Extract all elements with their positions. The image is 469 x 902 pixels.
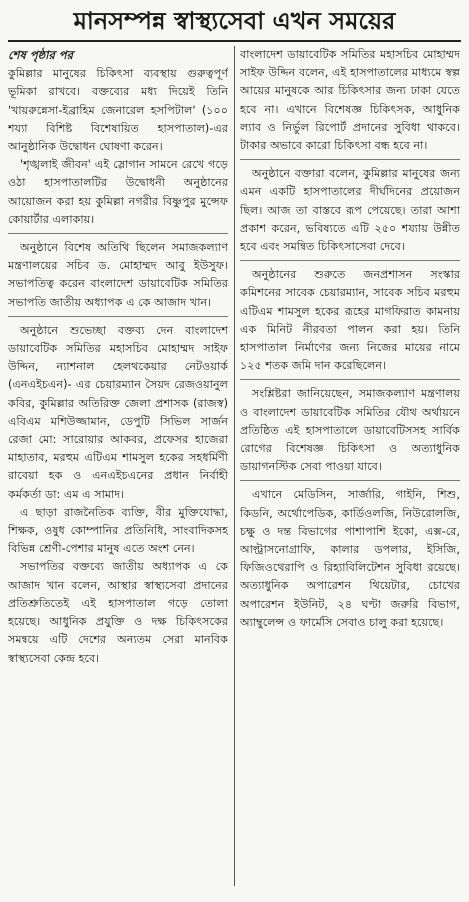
paragraph: সংশ্লিষ্টরা জানিয়েছেন, সমাজকল্যাণ মন্ত্রণালয় ও বাংলাদেশ ডায়াবেটিক সমিতির যৌথ অর্থায়নে প্রতিষ্ঠিত এই হাসপাতালে ডায়াবেটিসসহ সার্বিক রোগের বিশেষজ্ঞ চিকিৎসা ও অত্যাধুনিক ডায়াগনস্টিক সেবা পাওয়া যাবে। <box>240 387 460 474</box>
paragraph: এ ছাড়া রাজনৈতিক ব্যক্তি, বীর মুক্তিযোদ্ধা, শিক্ষক, ওষুধ কোম্পানির প্রতিনিধি, সাংবাদিকসহ বিভিন্ন শ্রেণী-পেশার মানুষ এতে অংশ নেন। <box>8 505 228 556</box>
headline-rule <box>8 40 461 42</box>
headline: মানসম্পন্ন স্বাস্থ্যসেবা এখন সময়ের <box>73 7 396 35</box>
paragraph: অনুষ্ঠানের শুরুতে জনপ্রশাসন সংস্কার কমিশনের সাবেক চেয়ারম্যান, সাবেক সচিব মরহুম এটিএম শামসুল হকের রূহের মাগফিরাত কামনায় এক মিনিট নীরবতা পালন করা হয়। তিনি হাসপাতাল নির্মাণের জন্য নিজের মায়ের নামে ১২৫ শতক জমি দান করেছিলেন। <box>240 268 460 373</box>
column-divider <box>234 46 235 886</box>
paragraph-separator <box>240 480 460 481</box>
left-column <box>8 46 228 886</box>
paragraph: বাংলাদেশ ডায়াবেটিক সমিতির মহাসচিব মোহাম্মদ সাইফ উদ্দিন বলেন, এই হাসপাতালের মাধ্যমে স্বল্প আয়ের মানুষকে আর চিকিৎসার জন্য ঢাকা যেতে হবে না। এখানে বিশেষজ্ঞ চিকিৎসক, আধুনিক ল্যাব ও নির্ভুল রিপোর্ট প্রদানের সুবিধা থাকবে। টাকার অভাবে কারো চিকিৎসা বন্ধ হবে না। <box>240 48 460 153</box>
paragraph-separator <box>240 159 460 160</box>
paragraph: অনুষ্ঠানে শুভেচ্ছা বক্তব্য দেন বাংলাদেশ ডায়াবেটিক সমিতির মহাসচিব মোহাম্মদ সাইফ উদ্দিন, ন্যাশনাল হেলথকেয়ার নেটওয়ার্ক (এনএইচএন)- এর চেয়ারম্যান সৈয়দ রেজওয়ানুল কবির, কুমিল্লার অতিরিক্ত জেলা প্রশাসক (রাজস্ব) এবিএম মশিউজ্জামান, ডেপুটি সিভিল সার্জন রেজা মো: সারোয়ার আকবর, প্রফেসর হাজেরা মাহাতাব, মরহুম এটিএম শামসুল হকের সহধর্মিণী রাবেয়া হক ও এনএইচএনের প্রধান নির্বাহী কর্মকর্তা ডা: এম এ সামাদ। <box>8 323 228 501</box>
paragraph: অনুষ্ঠানে বক্তারা বলেন, কুমিল্লার মানুষের জন্য এমন একটি হাসপাতালের দীর্ঘদিনের প্রয়োজন ছিল। আজ তা বাস্তবে রূপ পেয়েছে। তারা আশা প্রকাশ করেন, ভবিষ্যতে এটি ২৫০ শয্যায় উন্নীত হবে এবং সমন্বিত চিকিৎসাসেবা দেবে। <box>240 167 460 254</box>
paragraph-separator <box>240 379 460 380</box>
paragraph: অনুষ্ঠানে বিশেষ অতিথি ছিলেন সমাজকল্যাণ মন্ত্রণালয়ের সচিব ড. মোহাম্মদ আবু ইউসুফ। সভাপতিত্ব করেন বাংলাদেশ ডায়াবেটিক সমিতির সভাপতি জাতীয় অধ্যাপক এ কে আজাদ খান। <box>8 241 228 309</box>
article-body <box>8 46 461 886</box>
right-column <box>240 46 460 886</box>
paragraph: সভাপতির বক্তব্যে জাতীয় অধ্যাপক এ কে আজাদ খান বলেন, আস্থার স্বাস্থ্যসেবা প্রদানের প্রতিশ্রুতিতেই এই হাসপাতাল গড়ে তোলা হয়েছে। আধুনিক প্রযুক্তি ও দক্ষ চিকিৎসকের সমন্বয়ে এটি দেশের অন্যতম সেরা মানবিক স্বাস্থ্যসেবা কেন্দ্র হবে। <box>8 560 228 665</box>
paragraph: 'শৃঙ্খলাই জীবন' এই স্লোগান সামনে রেখে গড়ে ওঠা হাসপাতালটির উদ্বোধনী অনুষ্ঠানের আয়োজন করা হয় কুমিল্লা নগরীর বিষ্ণুপুর মুন্সেফ কোয়ার্টার এলাকায়। <box>8 158 228 226</box>
paragraph-separator <box>8 316 228 317</box>
continued-kicker: শেষ পৃষ্ঠার পর <box>8 48 73 62</box>
paragraph-separator <box>8 233 228 234</box>
paragraph: এখানে মেডিসিন, সার্জারি, গাইনি, শিশু, কিডনি, অর্থোপেডিক, কার্ডিওলজি, নিউরোলজি, চক্ষু ও দন্ত বিভাগের পাশাপাশি ইকো, এক্স-রে, আল্ট্রাসনোগ্রাফি, কালার ডপলার, ইসিজি, ফিজিওথেরাপি ও রিহ্যাবিলিটেশন সুবিধা রয়েছে। অত্যাধুনিক অপারেশন থিয়েটার, চোখের অপারেশন ইউনিট, ২৪ ঘণ্টা জরুরি বিভাগ, অ্যাম্বুলেন্স ও ফার্মেসি সেবাও চালু করা হয়েছে। <box>240 488 460 629</box>
paragraph: কুমিল্লার মানুষের চিকিৎসা ব্যবস্থায় গুরুত্বপূর্ণ ভূমিকা রাখবে। বক্তব্যের মধ্য দিয়েই তিনি 'খায়রুন্নেসা-ইব্রাহিম জেনারেল হসপিটাল' (১০০ শয্যা বিশিষ্ট বিশেষায়িত হাসপাতাল)-এর আনুষ্ঠানিক উদ্বোধন ঘোষণা করেন। <box>8 67 228 154</box>
paragraph-separator <box>240 260 460 261</box>
